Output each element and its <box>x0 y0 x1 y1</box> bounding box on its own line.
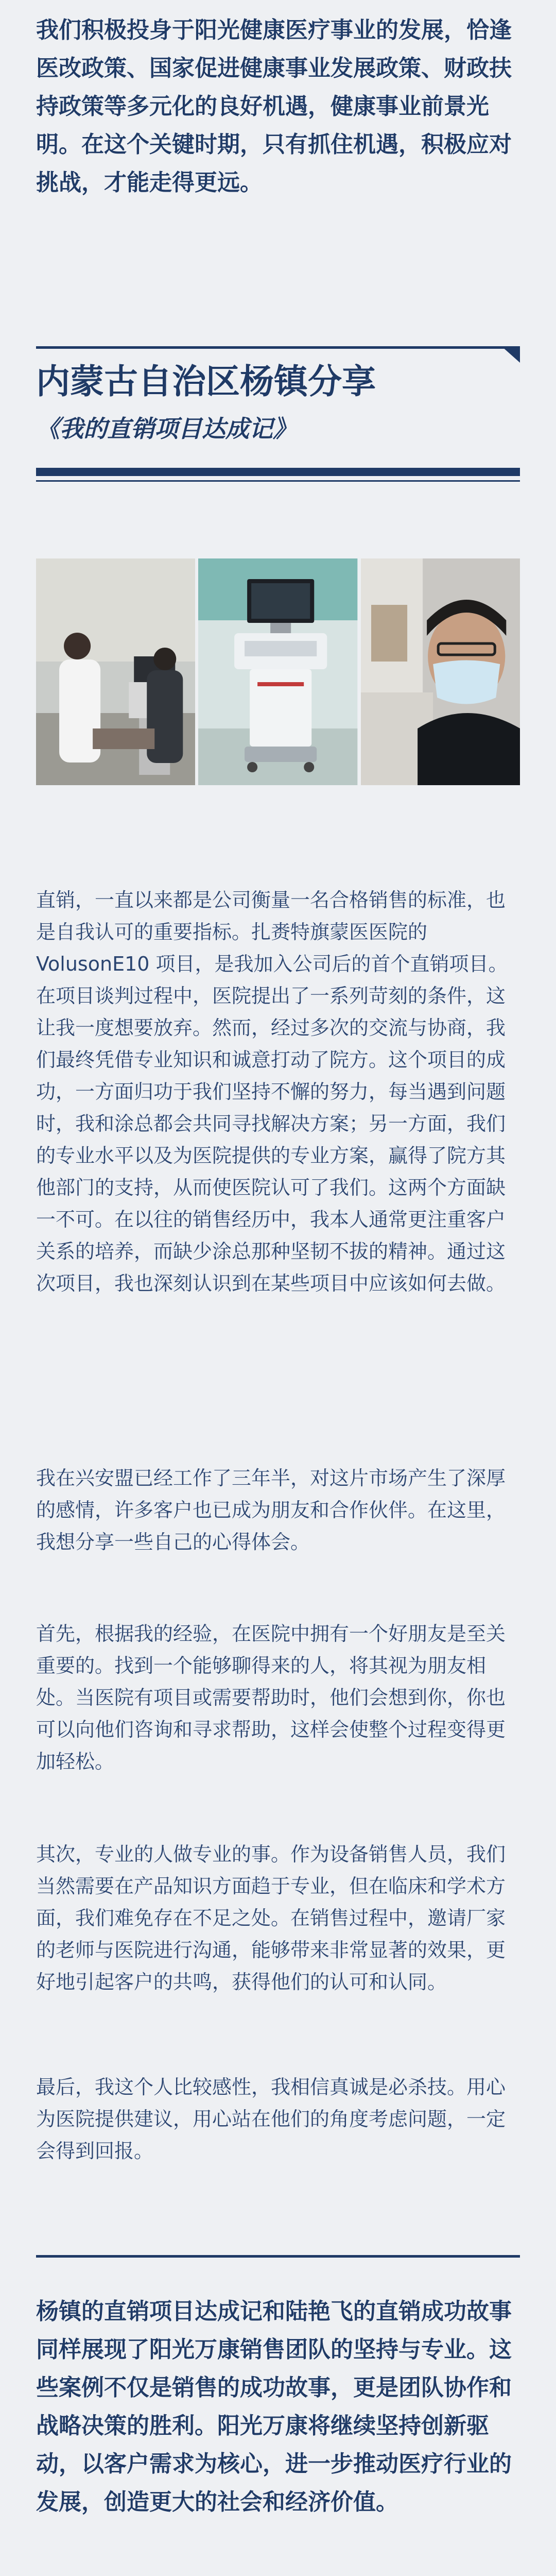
heading-top-rule <box>36 346 520 349</box>
heading-bottom-rule <box>36 468 520 476</box>
heading-bottom-thin-rule <box>36 480 520 482</box>
intro-paragraph: 我们积极投身于阳光健康医疗事业的发展，恰逢医改政策、国家促进健康事业发展政策、财政扶持政策等多元化的良好机遇，健康事业前景光明。在这个关键时期，只有抓住机遇，积极应对挑战，才能走得更远。 <box>36 17 512 196</box>
body-paragraph: 最后，我这个人比较感性，我相信真诚是必杀技。用心为医院提供建议，用心站在他们的角度考虑问题，一定会得到回报。 <box>36 2076 506 2162</box>
ultrasound-training-photo <box>36 558 195 785</box>
summary-top-rule <box>36 2255 520 2258</box>
body-paragraph: 其次，专业的人做专业的事。作为设备销售人员，我们当然需要在产品知识方面趋于专业，但在临床和学术方面，我们难免存在不足之处。在销售过程中，邀请厂家的老师与医院进行沟通，能够带来非常显著的效果，更好地引起客户的共鸣，获得他们的认可和认同。 <box>36 1843 506 1993</box>
photo-strip <box>36 558 520 785</box>
masked-salesman-selfie-photo <box>361 558 520 785</box>
summary-paragraph: 杨镇的直销项目达成记和陆艳飞的直销成功故事同样展现了阳光万康销售团队的坚持与专业。这些案例不仅是销售的成功故事，更是团队协作和战略决策的胜利。阳光万康将继续坚持创新驱动，以客户需求为核心，进一步推动医疗行业的发展，创造更大的社会和经济价值。 <box>36 2298 512 2515</box>
body-paragraph: 我在兴安盟已经工作了三年半，对这片市场产生了深厚的感情，许多客户也已成为朋友和合作伙伴。在这里，我想分享一些自己的心得体会。 <box>36 1467 506 1553</box>
section-subheading: 《我的直销项目达成记》 <box>36 415 297 443</box>
section-heading: 内蒙古自治区杨镇分享 <box>36 362 376 401</box>
voluson-ultrasound-machine-photo <box>198 558 357 785</box>
body-paragraph: 首先，根据我的经验，在医院中拥有一个好朋友是至关重要的。找到一个能够聊得来的人，将其视为朋友相处。当医院有项目或需要帮助时，他们会想到你，你也可以向他们咨询和寻求帮助，这样会使整个过程变得更加轻松。 <box>36 1622 506 1773</box>
body-paragraph: 直销，一直以来都是公司衡量一名合格销售的标准，也是自我认可的重要指标。扎赉特旗蒙医医院的 VolusonE10 项目，是我加入公司后的首个直销项目。在项目谈判过程中，医院提出了一系列苛刻的条件，这让我一度想要放弃。然而，经过多次的交流与协商，我们最终凭借专业知识和诚意打动了院方。这个项目的成功，一方面归功于我们坚持不懈的努力，每当遇到问题时，我和涂总都会共同寻找解决方案；另一方面，我们的专业水平以及为医院提供的专业方案，赢得了院方其他部门的支持，从而使医院认可了我们。这两个方面缺一不可。在以往的销售经历中，我本人通常更注重客户关系的培养，而缺少涂总那种坚韧不拔的精神。通过这次项目，我也深刻认识到在某些项目中应该如何去做。 <box>36 889 508 1295</box>
